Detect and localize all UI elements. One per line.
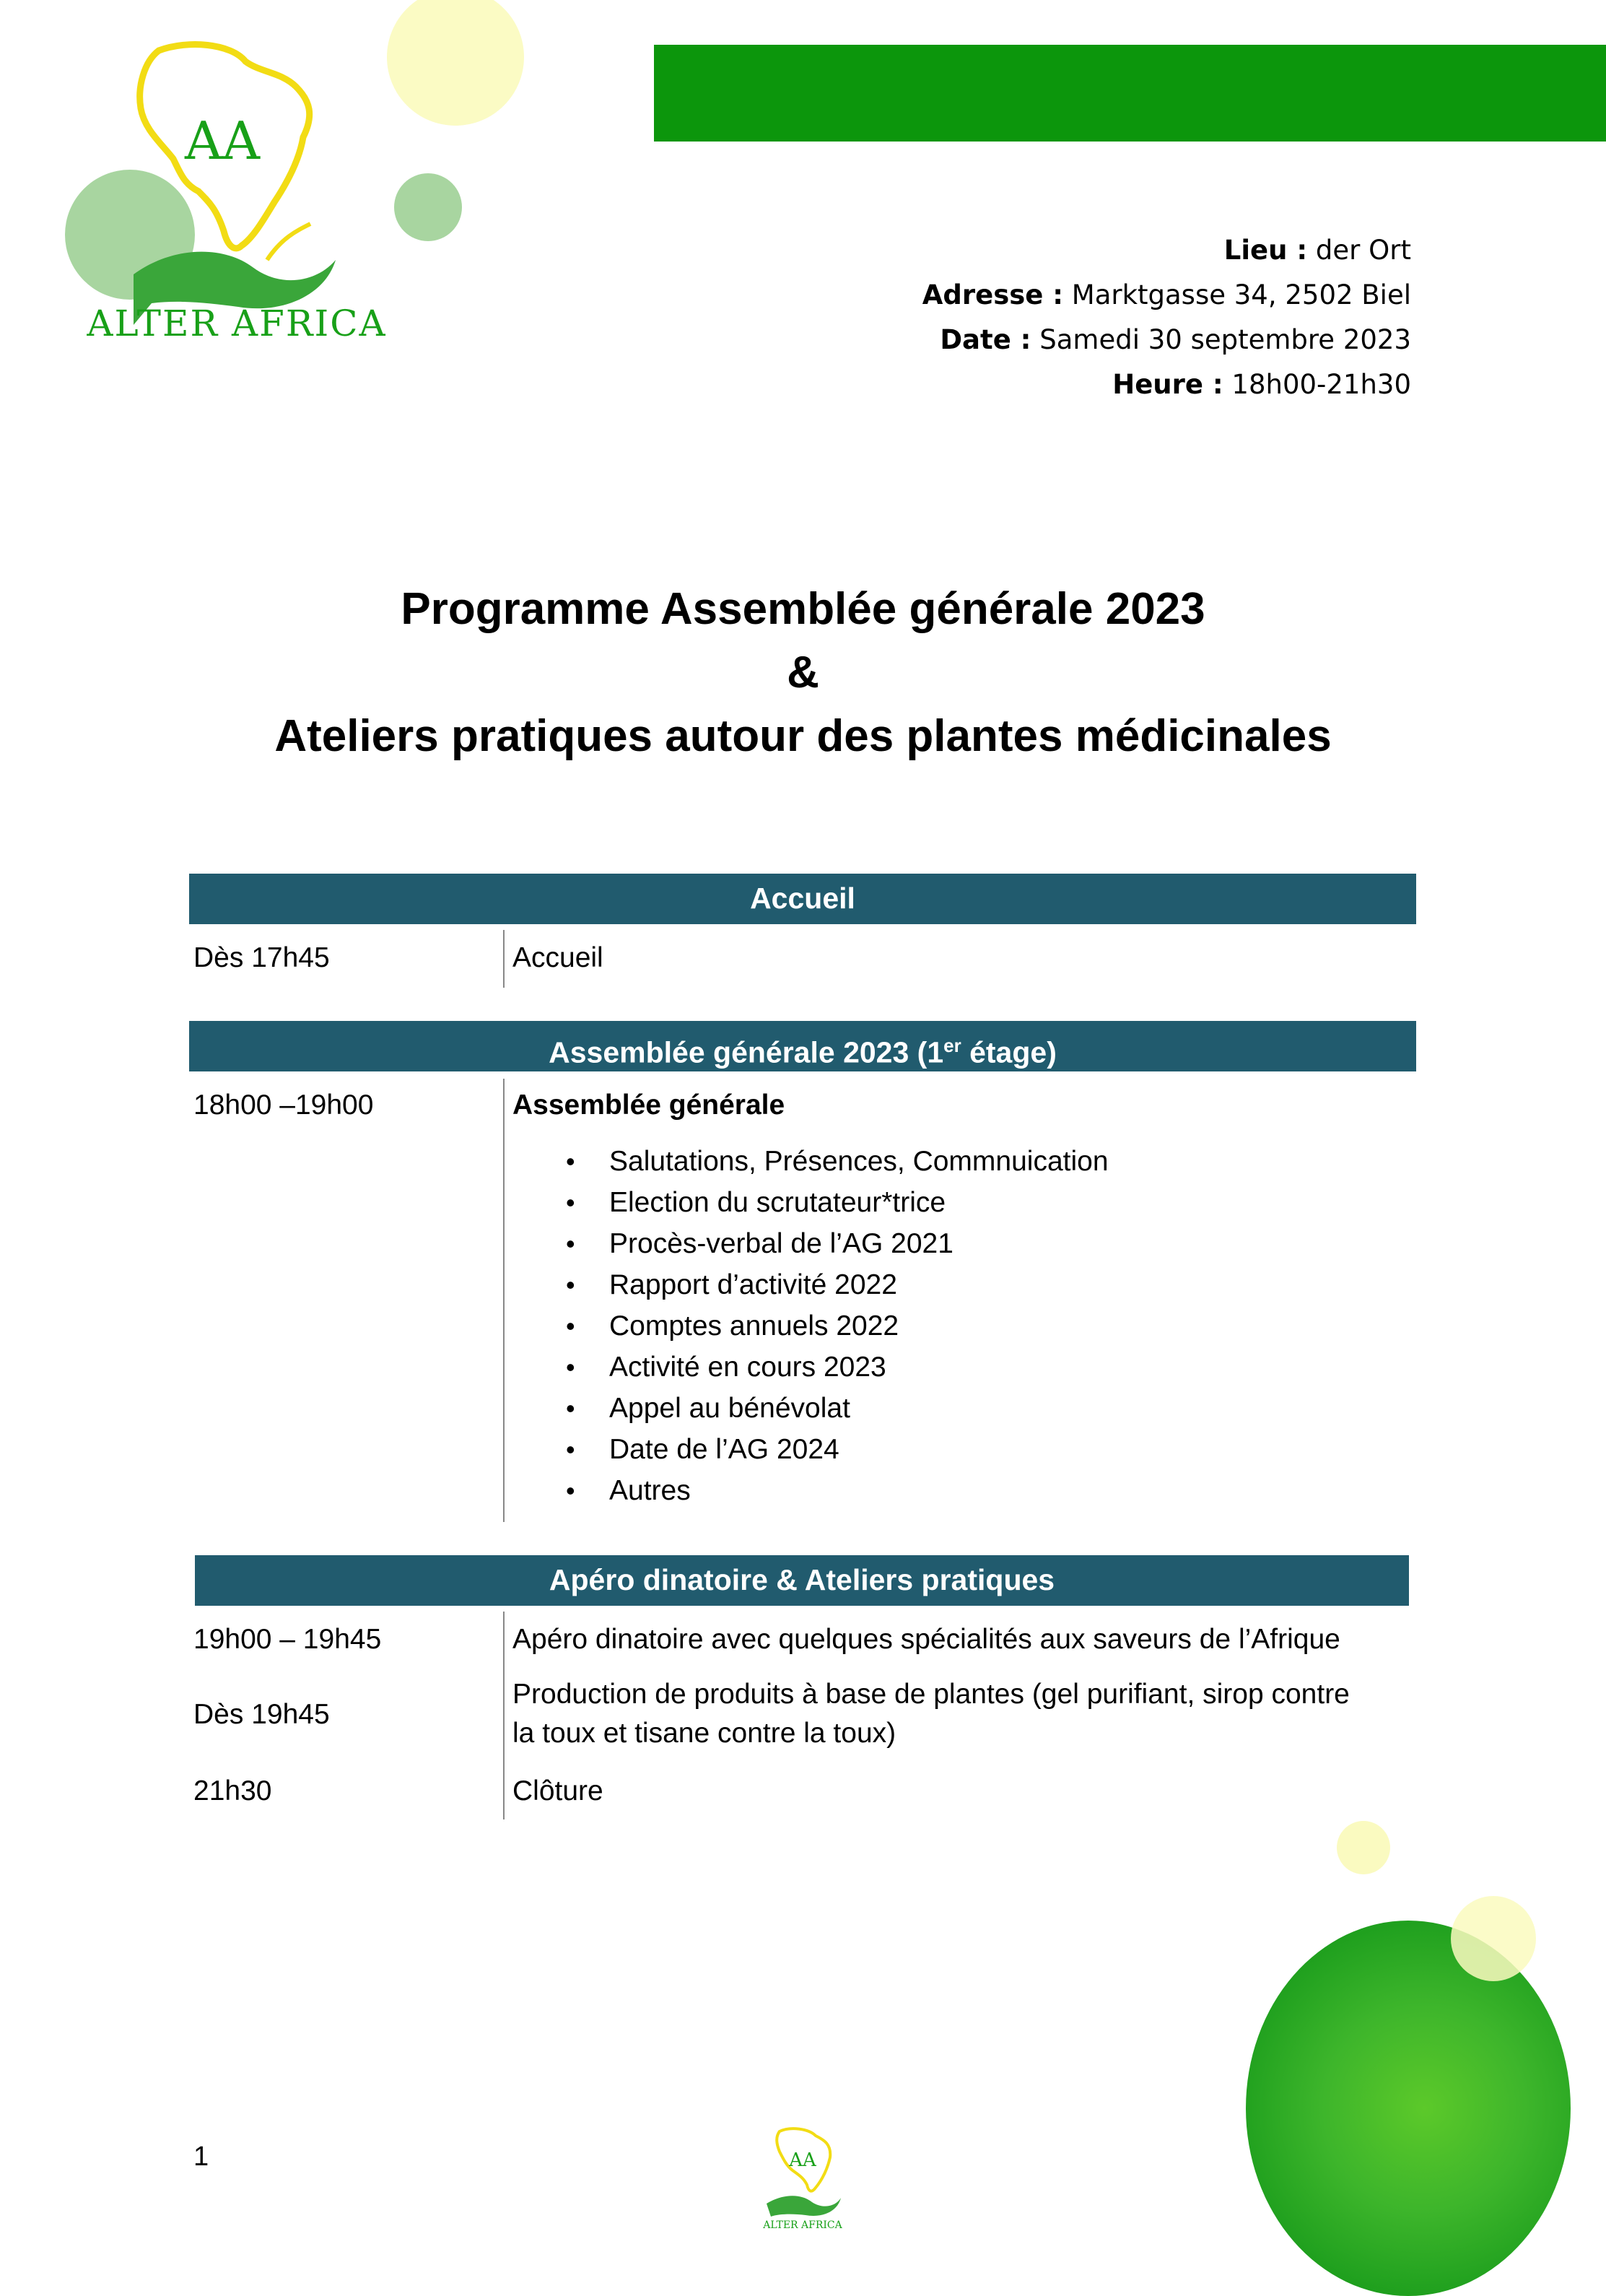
section-header-apero: Apéro dinatoire & Ateliers pratiques bbox=[195, 1555, 1409, 1606]
agenda-item: • Comptes annuels 2022 bbox=[511, 1305, 1109, 1347]
assemblee-agenda-list bbox=[511, 1141, 1109, 1511]
decorative-circle-green-small-top bbox=[394, 173, 462, 241]
svg-text:ALTER AFRICA: ALTER AFRICA bbox=[763, 2219, 842, 2231]
section-header-accueil: Accueil bbox=[189, 874, 1416, 924]
apero-time-1: 19h00 – 19h45 bbox=[193, 1624, 382, 1655]
accueil-desc: Accueil bbox=[512, 942, 603, 973]
agenda-item: • Election du scrutateur*trice bbox=[511, 1182, 1109, 1223]
alter-africa-logo bbox=[65, 29, 397, 347]
agenda-item: • Activité en cours 2023 bbox=[511, 1347, 1109, 1388]
page-number: 1 bbox=[193, 2141, 209, 2172]
column-divider bbox=[503, 1079, 505, 1522]
svg-text:ALTER AFRICA: ALTER AFRICA bbox=[87, 303, 387, 344]
header-green-bar bbox=[654, 45, 1606, 142]
apero-desc-2-line1: Production de produits à base de plantes (gel purifiant, sirop contre bbox=[512, 1679, 1350, 1710]
column-divider bbox=[503, 1612, 505, 1819]
svg-text:AA: AA bbox=[185, 110, 260, 171]
agenda-item: • Salutations, Présences, Commnuication bbox=[511, 1141, 1109, 1182]
apero-desc-2-line2: la toux et tisane contre la toux) bbox=[512, 1718, 896, 1749]
accueil-time: Dès 17h45 bbox=[193, 942, 330, 973]
agenda-item: • Rapport d’activité 2022 bbox=[511, 1264, 1109, 1305]
event-time: Heure : 18h00-21h30 bbox=[1112, 369, 1411, 400]
decorative-circle-yellow-top bbox=[387, 0, 524, 126]
decorative-circle-yellow-overlap bbox=[1451, 1896, 1536, 1981]
agenda-item: • Autres bbox=[511, 1470, 1109, 1511]
assemblee-time: 18h00 –19h00 bbox=[193, 1090, 374, 1121]
event-info bbox=[922, 228, 1411, 407]
event-date: Date : Samedi 30 septembre 2023 bbox=[940, 324, 1411, 355]
svg-text:AA: AA bbox=[789, 2149, 816, 2171]
apero-desc-1: Apéro dinatoire avec quelques spécialités aux saveurs de l’Afrique bbox=[512, 1624, 1340, 1655]
page-title-ampersand: & bbox=[787, 648, 819, 697]
decorative-circle-green-large-bottom bbox=[1246, 1921, 1571, 2296]
agenda-item: • Procès-verbal de l’AG 2021 bbox=[511, 1223, 1109, 1264]
footer-logo bbox=[758, 2123, 852, 2231]
agenda-item: • Appel au bénévolat bbox=[511, 1388, 1109, 1429]
event-location: Lieu : der Ort bbox=[1223, 235, 1411, 266]
footer-africa-logo-icon bbox=[758, 2123, 852, 2231]
apero-time-2: Dès 19h45 bbox=[193, 1699, 330, 1730]
apero-desc-3: Clôture bbox=[512, 1775, 603, 1806]
africa-hand-logo-icon bbox=[65, 29, 397, 347]
agenda-item: • Date de l’AG 2024 bbox=[511, 1429, 1109, 1470]
section-header-assemblee: Assemblée générale 2023 (1er étage) bbox=[189, 1021, 1416, 1071]
assemblee-heading: Assemblée générale bbox=[512, 1090, 785, 1121]
apero-time-3: 21h30 bbox=[193, 1775, 272, 1806]
page-title-line1: Programme Assemblée générale 2023 bbox=[401, 584, 1205, 634]
event-address: Adresse : Marktgasse 34, 2502 Biel bbox=[922, 279, 1411, 310]
page-title-line3: Ateliers pratiques autour des plantes médicinales bbox=[274, 711, 1332, 761]
column-divider bbox=[503, 930, 505, 988]
decorative-circle-yellow-small-bottom bbox=[1337, 1821, 1390, 1874]
